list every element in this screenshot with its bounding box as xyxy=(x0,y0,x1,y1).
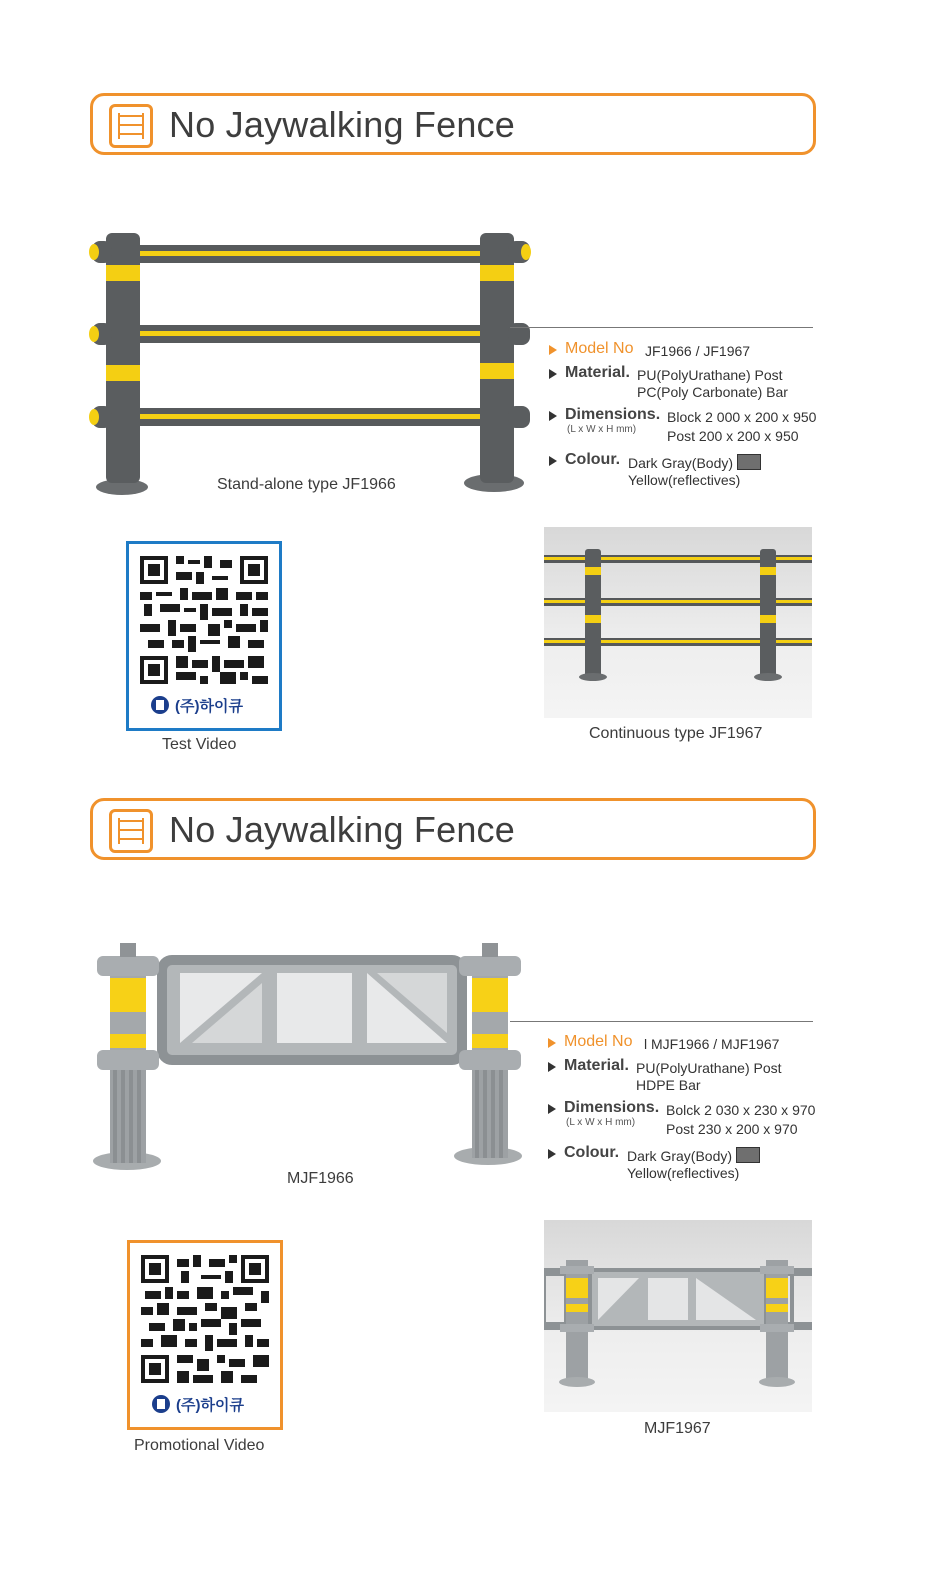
spec-material xyxy=(549,366,839,408)
dimensions-value: Block 2 000 x 200 x 950 xyxy=(667,409,817,425)
section-header-2 xyxy=(90,798,816,860)
qr-code-promotional-video[interactable] xyxy=(127,1240,283,1430)
qr-code-test-video[interactable] xyxy=(126,541,282,731)
qr-caption: Promotional Video xyxy=(134,1437,265,1454)
bullet-triangle-icon xyxy=(549,369,557,379)
qr-code-icon xyxy=(137,1251,273,1391)
colour-value: Yellow(reflectives) xyxy=(627,1165,740,1181)
product-caption: Stand-alone type JF1966 xyxy=(217,476,396,493)
bullet-triangle-icon xyxy=(549,345,557,355)
qr-caption: Test Video xyxy=(162,736,237,753)
section-title: No Jaywalking Fence xyxy=(169,809,515,850)
model-label: Model No xyxy=(564,1033,633,1050)
dimensions-unit: (L x W x H mm) xyxy=(567,424,637,435)
spec-dimensions xyxy=(549,408,839,453)
bullet-triangle-icon xyxy=(548,1038,556,1048)
spec-divider xyxy=(510,327,813,328)
bullet-triangle-icon xyxy=(549,411,557,421)
bullet-triangle-icon xyxy=(548,1104,556,1114)
colour-value xyxy=(627,1147,760,1164)
logo-text: (주)하이큐 xyxy=(176,1397,244,1414)
mjf1966-fence-image xyxy=(92,938,532,1173)
jf1966-fence-image xyxy=(80,225,550,500)
section-title: No Jaywalking Fence xyxy=(169,104,515,145)
material-value: PU(PolyUrathane) Post xyxy=(637,367,783,383)
material-label: Material. xyxy=(565,364,630,381)
fence-icon xyxy=(109,104,153,148)
model-value: JF1966 / JF1967 xyxy=(645,343,751,359)
logo-icon xyxy=(151,696,169,714)
spec-list xyxy=(549,342,839,493)
qr-code-icon xyxy=(136,552,272,692)
gray-swatch xyxy=(736,1147,760,1163)
colour-value: Yellow(reflectives) xyxy=(628,472,741,488)
section-header-1 xyxy=(90,93,816,155)
company-logo xyxy=(151,695,243,716)
spec-model xyxy=(549,342,839,366)
spec-list xyxy=(548,1035,838,1186)
spec-colour xyxy=(548,1146,838,1186)
logo-text: (주)하이큐 xyxy=(175,698,243,715)
dimensions-value: Post 230 x 200 x 970 xyxy=(666,1121,798,1137)
colour-body: Dark Gray(Body) xyxy=(628,455,734,471)
model-label: Model No xyxy=(565,340,634,357)
company-logo xyxy=(152,1394,244,1415)
gray-swatch xyxy=(737,454,761,470)
material-value: PU(PolyUrathane) Post xyxy=(636,1060,782,1076)
colour-value xyxy=(628,454,761,471)
fence-icon xyxy=(109,809,153,853)
bullet-triangle-icon xyxy=(548,1149,556,1159)
material-value: PC(Poly Carbonate) Bar xyxy=(637,384,788,400)
colour-label: Colour. xyxy=(564,1144,620,1161)
material-value: HDPE Bar xyxy=(636,1077,701,1093)
spec-material xyxy=(548,1059,838,1101)
dimensions-value: Post 200 x 200 x 950 xyxy=(667,428,799,444)
bullet-triangle-icon xyxy=(548,1062,556,1072)
material-label: Material. xyxy=(564,1057,629,1074)
photo-caption: MJF1967 xyxy=(644,1420,711,1437)
mjf1967-photo xyxy=(544,1220,812,1412)
colour-label: Colour. xyxy=(565,451,621,468)
jf1967-photo xyxy=(544,527,812,718)
spec-dimensions xyxy=(548,1101,838,1146)
dimensions-unit: (L x W x H mm) xyxy=(566,1117,636,1128)
dimensions-label: Dimensions. xyxy=(564,1099,660,1116)
spec-model xyxy=(548,1035,838,1059)
spec-colour xyxy=(549,453,839,493)
product-caption: MJF1966 xyxy=(287,1170,354,1187)
colour-body: Dark Gray(Body) xyxy=(627,1148,733,1164)
dimensions-value: Bolck 2 030 x 230 x 970 xyxy=(666,1102,816,1118)
model-value: l MJF1966 / MJF1967 xyxy=(644,1036,780,1052)
logo-icon xyxy=(152,1395,170,1413)
bullet-triangle-icon xyxy=(549,456,557,466)
photo-caption: Continuous type JF1967 xyxy=(589,725,763,742)
dimensions-label: Dimensions. xyxy=(565,406,661,423)
spec-divider xyxy=(510,1021,813,1022)
